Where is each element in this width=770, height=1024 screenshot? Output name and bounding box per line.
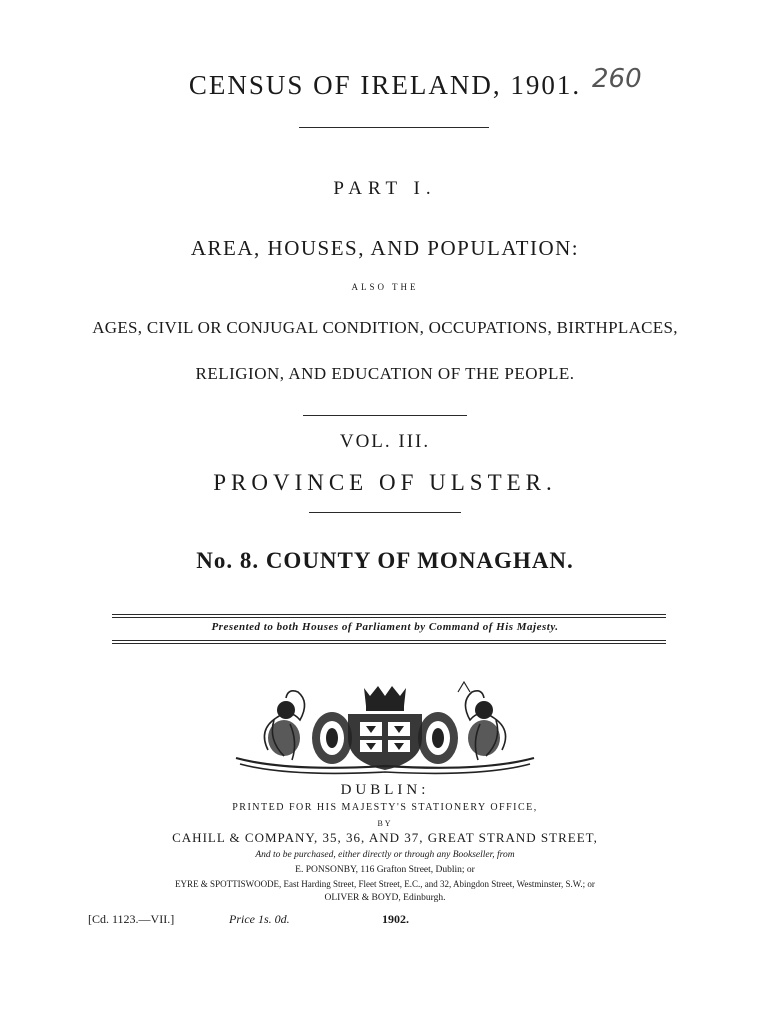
also-the-label: ALSO THE [351,282,419,292]
price-label: Price 1s. 0d. [229,912,290,926]
presented-rule-bottom [112,643,666,644]
imprint-city: DUBLIN: [340,782,430,798]
presented-rule-top [112,614,666,615]
part-heading: PART I. [333,178,437,199]
religion-subheading: RELIGION, AND EDUCATION OF THE PEOPLE. [195,364,575,383]
section-rule [303,415,467,416]
presented-statement: Presented to both Houses of Parliament by Command of His Majesty. [211,621,559,633]
royal-coat-of-arms [228,680,542,780]
volume-heading: VOL. III. [339,431,431,452]
imprint-printer: CAHILL & COMPANY, 35, 36, AND 37, GREAT STRAND STREET, [172,830,598,845]
imprint-seller-edinburgh: OLIVER & BOYD, Edinburgh. [324,893,446,903]
imprint-printed-for: PRINTED FOR HIS MAJESTY'S STATIONERY OFFICE, [232,802,538,813]
title-rule [299,127,489,128]
census-title: CENSUS OF IRELAND, 1901. [188,70,582,100]
area-heading: AREA, HOUSES, AND POPULATION: [190,236,580,260]
imprint-purchase-note: And to be purchased, either directly or through any Bookseller, from [255,850,515,860]
imprint-seller-london: EYRE & SPOTTISWOODE, East Harding Street, Fleet Street, E.C., and 32, Abingdon Street, Westminster, S.W.; or [175,879,595,889]
imprint-seller-dublin: E. PONSONBY, 116 Grafton Street, Dublin; or [295,865,475,875]
presented-rule-bottom-inner [112,640,666,641]
publication-year: 1902. [382,912,409,926]
imprint-by: BY [377,819,393,828]
province-heading: PROVINCE OF ULSTER. [213,470,557,495]
presented-rule-top-inner [112,617,666,618]
ages-subheading: AGES, CIVIL OR CONJUGAL CONDITION, OCCUPATIONS, BIRTHPLACES, [92,318,678,337]
province-rule [309,512,461,513]
command-paper-number: [Cd. 1123.—VII.] [88,912,175,926]
handwritten-annotation: 260 [592,64,642,94]
county-heading: No. 8. COUNTY OF MONAGHAN. [196,548,574,573]
